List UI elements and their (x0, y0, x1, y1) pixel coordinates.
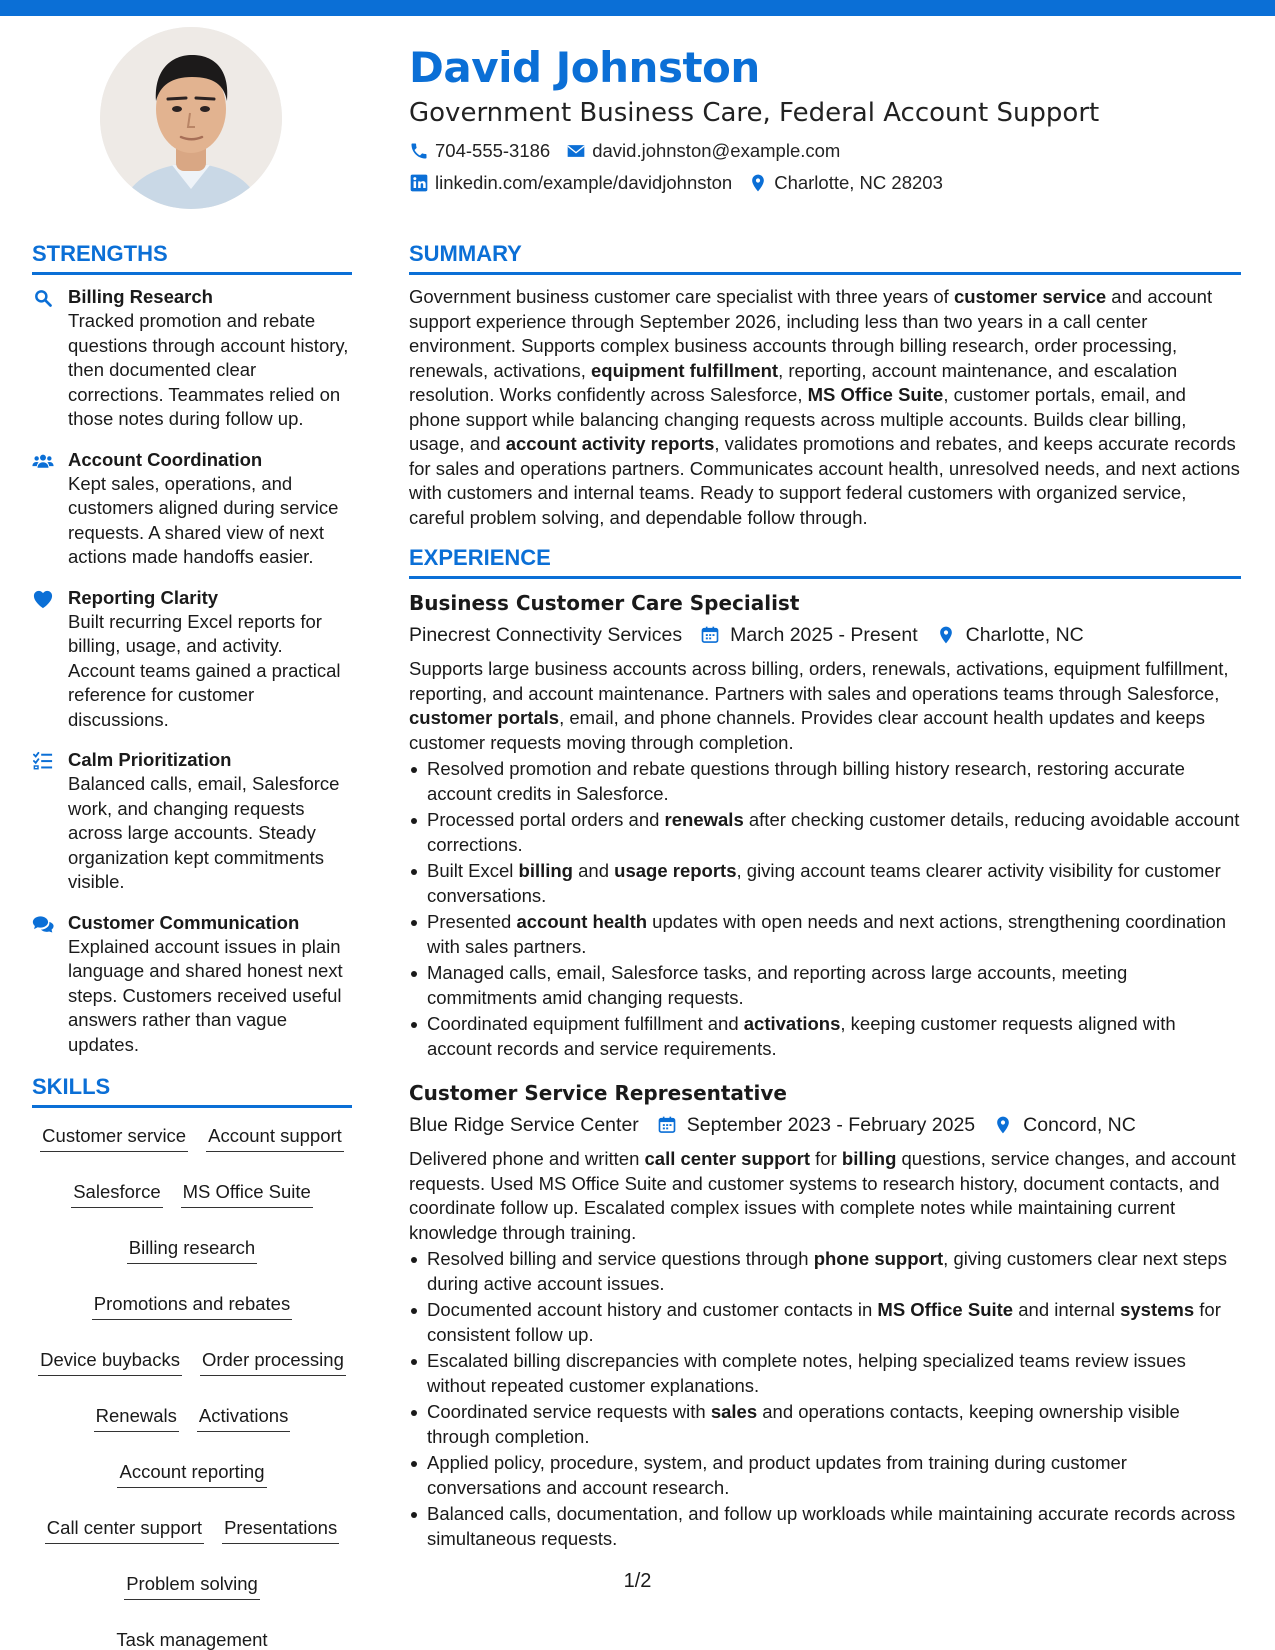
text-run: , giving account teams clearer activity visibility for customer conversations. (427, 860, 1221, 906)
job-entry (409, 589, 1241, 1061)
job-dates: March 2025 - Present (730, 624, 918, 646)
text-run: for consistent follow up. (427, 1299, 1221, 1345)
avatar-illustration (100, 27, 282, 209)
bullet-item (409, 1502, 1241, 1551)
linkedin-icon (409, 173, 429, 193)
search-icon (32, 285, 56, 432)
job-meta (409, 621, 1241, 649)
text-run: Coordinated service requests with (427, 1401, 711, 1422)
location-text: Charlotte, NC 28203 (774, 172, 943, 193)
bullet-item (409, 1012, 1241, 1061)
strength-item (32, 748, 352, 895)
left-column (32, 240, 352, 1650)
bold-keyword: phone support (813, 1248, 944, 1269)
skills-heading: SKILLS (32, 1073, 352, 1108)
email-text[interactable]: david.johnston@example.com (592, 140, 841, 161)
calendar-icon (700, 625, 720, 645)
bold-keyword: equipment fulfillment (591, 359, 779, 381)
bold-keyword: call center support (644, 1148, 811, 1169)
candidate-headline: Government Business Care, Federal Account Support (409, 98, 1100, 128)
text-run: , giving customers clear next steps during active account issues. (427, 1248, 1227, 1294)
experience-list (409, 589, 1241, 1551)
page-number: 1/2 (623, 1570, 652, 1592)
skill-tag: Billing research (127, 1236, 257, 1264)
phone-text: 704-555-3186 (435, 140, 551, 161)
skill-tag: MS Office Suite (181, 1180, 313, 1208)
strength-text (68, 448, 352, 570)
strength-text (68, 911, 352, 1058)
text-run: Balanced calls, documentation, and follow up workloads while maintaining accurate records across simultaneous requests. (427, 1503, 1236, 1549)
strengths-heading: STRENGTHS (32, 240, 352, 275)
experience-heading: EXPERIENCE (409, 544, 1241, 579)
text-run: , keeping customer requests aligned with account records and service requirements. (427, 1013, 1176, 1059)
checklist-icon (32, 748, 56, 895)
bullet-item (409, 859, 1241, 908)
strength-item (32, 285, 352, 432)
bullet-item (409, 1298, 1241, 1347)
skill-tag: Task management (114, 1628, 269, 1650)
strength-description: Explained account issues in plain language and shared honest next steps. Customers received useful answers rather than vague updates. (68, 935, 343, 1055)
bold-keyword: billing (518, 860, 573, 881)
bold-keyword: customer service (953, 286, 1107, 307)
location-pin-icon (748, 173, 768, 193)
linkedin-text[interactable]: linkedin.com/example/davidjohnston (435, 172, 733, 193)
users-icon (32, 448, 56, 570)
strength-item (32, 586, 352, 733)
bullet-item (409, 910, 1241, 959)
profile-photo (100, 27, 282, 209)
candidate-name: David Johnston (409, 43, 760, 92)
bold-keyword: systems (1120, 1299, 1195, 1320)
contact-location (748, 172, 943, 194)
strength-title: Calm Prioritization (68, 749, 232, 770)
strength-title: Account Coordination (68, 448, 263, 470)
text-run: Government business customer care specialist with three years of (409, 286, 954, 307)
job-title: Business Customer Care Specialist (409, 591, 800, 615)
text-run: questions, service changes, and account requests. Used MS Office Suite and customer systems to research history, document contacts, and coordinate follow up. Escalated complex issues with complete notes while maintaining current knowledge through training. (409, 1148, 1236, 1243)
text-run: , reporting, account maintenance, and escalation resolution. Works confidently across Salesforce, (409, 359, 1178, 405)
job-company: Pinecrest Connectivity Services (409, 624, 683, 646)
text-run: Presented (427, 911, 517, 932)
job-location: Concord, NC (1023, 1114, 1136, 1136)
text-run: Built Excel (427, 860, 519, 881)
skill-tag: Order processing (200, 1348, 346, 1376)
job-location: Charlotte, NC (965, 624, 1084, 646)
text-run: Processed portal orders and (427, 809, 665, 830)
skill-tag: Activations (197, 1404, 290, 1432)
strength-description: Balanced calls, email, Salesforce work, and changing requests across large accounts. Steady organization kept commitments visible. (68, 773, 340, 892)
text-run: Managed calls, email, Salesforce tasks, and reporting across large accounts, meeting commitments amid changing requests. (427, 962, 1128, 1008)
strength-item (32, 911, 352, 1058)
bold-keyword: sales (710, 1401, 758, 1422)
strength-description: Kept sales, operations, and customers aligned during service requests. A shared view of next actions made handoffs easier. (68, 472, 339, 567)
bold-keyword: account health (516, 911, 648, 932)
text-run: and account support experience through September 2026, including less than two years in a call center environment. Supports complex business accounts through billing research, order processing, renewals, activations, (409, 286, 1213, 381)
job-description (409, 657, 1241, 755)
text-run: , customer portals, email, and phone support while balancing changing requests across multiple accounts. Builds clear billing, usage, and (409, 384, 1187, 454)
skill-tag: Promotions and rebates (92, 1292, 292, 1320)
contact-phone (409, 140, 550, 162)
text-run: updates with open needs and next actions, strengthening coordination with sales partners. (427, 911, 1227, 957)
text-run: and operations contacts, keeping ownership visible through completion. (427, 1401, 1180, 1447)
bold-keyword: usage reports (614, 860, 737, 881)
envelope-icon (566, 141, 586, 161)
chat-icon (32, 911, 56, 1058)
text-run: Resolved promotion and rebate questions through billing history research, restoring accurate account credits in Salesforce. (427, 758, 1185, 804)
top-accent-bar (0, 0, 1275, 16)
bold-keyword: customer portals (409, 707, 560, 728)
job-description (409, 1147, 1241, 1245)
bullet-item (409, 1451, 1241, 1500)
text-run: Supports large business accounts across billing, orders, renewals, activations, equipment fulfillment, reporting, and account maintenance. Partners with sales and operations teams through Salesforce, (409, 658, 1229, 704)
text-run: Resolved billing and service questions through (427, 1248, 814, 1269)
job-meta (409, 1111, 1241, 1139)
text-run: Applied policy, procedure, system, and product updates from training during customer conversations and account research. (427, 1452, 1127, 1498)
strength-title: Customer Communication (68, 911, 300, 933)
contact-email[interactable] (566, 140, 840, 162)
skill-tag: Presentations (222, 1516, 339, 1544)
strength-text (68, 285, 352, 432)
heart-icon (32, 586, 56, 733)
skill-tag: Problem solving (124, 1572, 260, 1600)
job-company: Blue Ridge Service Center (409, 1114, 639, 1136)
text-run: for (810, 1148, 842, 1169)
skill-tag: Renewals (94, 1404, 179, 1432)
skill-tag: Customer service (40, 1124, 188, 1152)
location-pin-icon (936, 625, 956, 645)
bold-keyword: account activity reports (505, 433, 715, 454)
text-run: Documented account history and customer contacts in (427, 1299, 878, 1320)
bullet-item (409, 808, 1241, 857)
contact-row-1 (409, 140, 1239, 162)
summary-text (409, 285, 1241, 530)
strength-description: Tracked promotion and rebate questions through account history, then documented clear corrections. Teammates relied on those notes during follow up. (68, 310, 349, 429)
job-bullets (409, 1247, 1241, 1551)
bullet-item (409, 757, 1241, 806)
bullet-item (409, 961, 1241, 1010)
text-run: Coordinated equipment fulfillment and (427, 1013, 744, 1034)
location-pin-icon (993, 1115, 1013, 1135)
summary-heading: SUMMARY (409, 240, 1241, 275)
strength-text (68, 586, 352, 733)
bold-keyword: renewals (664, 809, 744, 830)
strength-text (68, 748, 352, 895)
strength-title: Reporting Clarity (68, 586, 219, 608)
resume-header (409, 40, 1239, 194)
bullet-item (409, 1349, 1241, 1398)
strength-item (32, 448, 352, 570)
calendar-icon (657, 1115, 677, 1135)
bold-keyword: MS Office Suite (877, 1299, 1014, 1320)
text-run: , email, and phone channels. Provides clear account health updates and keeps customer requests moving through completion. (409, 707, 1205, 753)
skill-tag: Salesforce (71, 1180, 162, 1208)
contact-linkedin[interactable] (409, 172, 732, 194)
bold-keyword: activations (743, 1013, 841, 1034)
bullet-item (409, 1247, 1241, 1296)
text-run: Delivered phone and written (409, 1148, 645, 1169)
strengths-list (32, 285, 352, 1057)
skill-tag: Call center support (45, 1516, 204, 1544)
job-bullets (409, 757, 1241, 1061)
bold-keyword: billing (841, 1148, 897, 1169)
strength-title: Billing Research (68, 286, 213, 307)
phone-icon (409, 141, 429, 161)
skill-tag: Account reporting (117, 1460, 266, 1488)
skill-tag: Device buybacks (38, 1348, 182, 1376)
contact-row-2 (409, 172, 1239, 194)
text-run: Escalated billing discrepancies with complete notes, helping specialized teams review issues without repeated customer explanations. (427, 1350, 1186, 1396)
text-run: , validates promotions and rebates, and keeps accurate records for sales and operations partners. Communicates account health, unresolved needs, and next actions with customers and internal teams. Ready to support federal customers with organized service, careful problem solving, and dependable follow through. (409, 433, 1240, 528)
bullet-item (409, 1400, 1241, 1449)
text-run: and internal (1013, 1299, 1121, 1320)
bold-keyword: MS Office Suite (807, 384, 944, 405)
skill-tag: Account support (206, 1124, 344, 1152)
job-title: Customer Service Representative (409, 1081, 787, 1105)
strength-description: Built recurring Excel reports for billing, usage, and activity. Account teams gained a practical reference for customer discussions. (68, 610, 341, 730)
job-entry (409, 1079, 1241, 1551)
job-dates: September 2023 - February 2025 (686, 1114, 976, 1136)
text-run: after checking customer details, reducing avoidable account corrections. (427, 809, 1240, 855)
text-run: and (572, 860, 615, 881)
right-column (409, 240, 1241, 1553)
